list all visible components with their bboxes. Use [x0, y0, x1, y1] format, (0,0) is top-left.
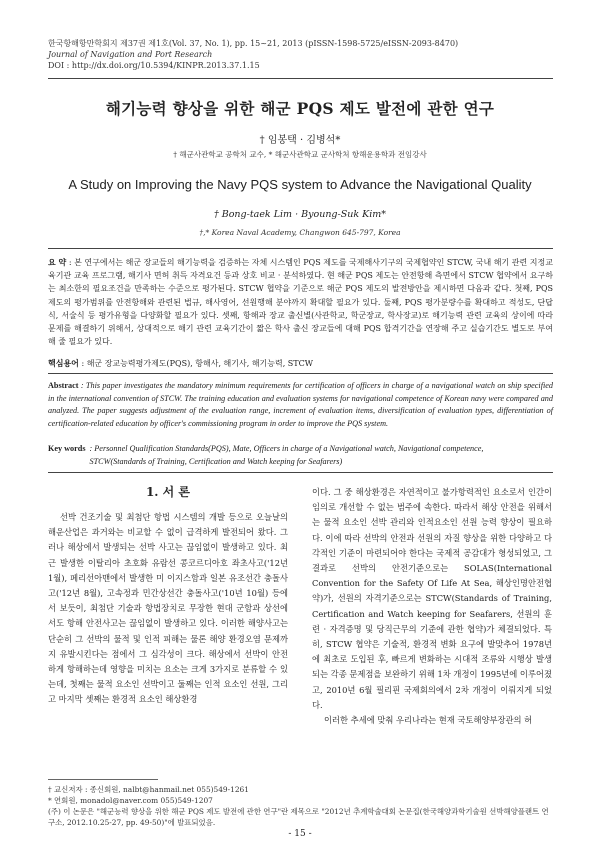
- body-right-column: [312, 485, 552, 728]
- page-number: - 15 -: [288, 829, 312, 839]
- keywords-korean-label: 핵심용어: [48, 358, 79, 368]
- body-paragraph: 이러한 추세에 맞춰 우리나라는 현재 국토해양부장관의 허: [324, 715, 533, 726]
- affiliation-english: †,* Korea Naval Academy, Changwon 645-797, Korea: [199, 228, 401, 237]
- header-rule: [48, 78, 553, 79]
- authors-korean: † 임봉택 · 김병석*: [259, 135, 341, 146]
- body-left-column: [48, 484, 288, 708]
- footnote-rule: [48, 779, 158, 780]
- body-paragraph: 선박 건조기술 및 최첨단 항법 시스템의 개발 등으로 오늘날의 해운산업은 과거와는 비교할 수 없이 급격하게 발전되어 왔다. 그러나 해상에서 발생되는 선박 사고는 끊임없이 발생하고 있다. 최근 발생한 이탈리아 초호화 유람선 콩코르디아호 좌초사고('12년 1월), 페리선아맨에서 발생한 미 이지스함과 일본 유조선간 충돌사고('12년 8월), 고속정과 민간상선간 충돌사고('10년 10월) 등에서 보듯이, 최첨단 기술과 항법장치로 무장한 현대 군함과 상선에서도 항해 안전사고는 끊임없이 발생하고 있다. 이러한 해양사고는 단순히 그 선박의 물적 및 인적 피해는 물론 해양 환경오염 문제까지 유발시킨다는 점에서 그 심각성이 크다. 해상에서 선박이 안전하게 항해하는데 영향을 미치는 요소는 크게 3가지로 분류할 수 있는데, 첫째는 물적 요소인 선박이고 둘째는 인적 요소인 선원, 그리고 마지막 셋째는 환경적 요소인 해상환경: [48, 512, 288, 705]
- keywords-english: [48, 443, 553, 468]
- abstract-mid-rule: [48, 373, 553, 374]
- abstract-english-label: Abstract: [48, 381, 79, 390]
- authors-english: † Bong-taek Lim · Byoung-Suk Kim*: [213, 209, 387, 220]
- abstract-english-text: : This paper investigates the mandatory minimum requirements for certification of officers in charge of a navigational watch on ship specified in the international convention of STCW. The training education and evaluation systems for navigational competence of Korean navy were compared and analyzed. The paper suggests adjustment of the evaluation range, increment of evaluation items, diversification of evaluation types, differentiation of certification-related education by officer's commissioning program in order to improve the PQS system.: [48, 381, 553, 428]
- keywords-korean-text: : 해군 장교능력평가제도(PQS), 항해사, 해기사, 해기능력, STCW: [78, 359, 313, 368]
- title-korean: 해기능력 향상을 위한 해군 PQS 제도 발전에 관한 연구: [105, 99, 495, 118]
- title-english: A Study on Improving the Navy PQS system to Advance the Navigational Quality: [68, 177, 532, 192]
- body-paragraph: 이다. 그 중 해상환경은 자연적이고 불가항력적인 요소로서 인간이 임의로 개선할 수 없는 범주에 속한다. 따라서 해상 안전을 위해서는 물적 요소인 선박 관리와 인적요소인 선원 능력 향상이 필요하다. 이에 따라 선박의 안전과 선원의 자질 향상을 위한 다양하고 다각적인 기준이 마련되어야 한다는 국제적 공감대가 형성되었고, 그 결과로 선박의 안전기준으로는 SOLAS(International Convention for the Safety Of Life At Sea, 해상인명안전협약)가, 선원의 자격기준으로는 STCW(Standards of Training, Certification and Watch keeping for Seafarers, 선원의 훈련 · 자격증명 및 당직근무의 기준에 관한 협약)가 체결되었다. 특히, STCW 협약은 기술적, 환경적 변화 요구에 발맞추어 1978년에 최초로 도입된 후, 빠르게 변화하는 시대적 조류와 시행상 발생되는 각종 문제점을 보완하기 위해 1차 개정이 1995년에 이루어졌고, 2010년 6월 필리핀 국제회의에서 2차 개정이 이뤄지게 되었다.: [312, 487, 552, 710]
- abstract-korean-text: : 본 연구에서는 해군 장교들의 해기능력을 검증하는 자체 시스템인 PQS 제도를 국제해사기구의 국제협약인 STCW, 국내 해기 관련 지정교육기관 교육 프로그램, 해기사 면허 취득 자격요건 등과 상호 비교 · 분석하였다. 현 해군 PQS 제도는 안전항해 측면에서 STCW 협약에서 요구하는 최소한의 필요조건을 만족하는 수준으로 평가된다. STCW 협약을 기준으로 해군 PQS 제도의 발전방안을 제시하면 다음과 같다. 첫째, PQS 제도의 평가범위를 안전항해와 관련된 법규, 해사영어, 선원행해 분야까지 확대할 필요가 있다. 둘째, PQS 평가분량수를 확대하고 적성도, 단답식, 서술식 등 평가유형을 다양화할 필요가 있다. 셋째, 항해과 장교 출신별(사관학교, 학군장교, 학사장교)로 해기능력 관련 교육의 상이에 따라 문제를 해결하기 위해서, 상대적으로 해기 관련 교육기간이 짧은 학사 출신 장교들에 대해 PQS 합격기간을 연장해 주고 실습기간도 별도로 부여해 줄 필요가 있다.: [48, 258, 553, 347]
- keywords-english-label: Key words: [48, 444, 86, 453]
- abstract-korean-label: 요 약: [48, 257, 67, 267]
- footnotes: [48, 784, 553, 828]
- abstract-bottom-rule: [48, 472, 553, 473]
- footnote-note: (주) 이 논문은 "해군능력 향상을 위한 해군 PQS 제도 발전에 관한 연구"란 제목으로 "2012년 추계학술대회 논문집(한국해양과학기술원 선박해양플랜트 연구소, 2012.10.25-27, pp. 49-50)"에 발표되었음.: [48, 807, 549, 827]
- abstract-english: [48, 380, 553, 430]
- footnote-corresponding: † 교신저자 : 종신회원, nalbt@hanmail.net 055)549-1261: [48, 785, 249, 794]
- abstract-korean: [48, 256, 553, 348]
- footnote-coauthor: * 연회원, monadol@naver.com 055)549-1207: [48, 796, 213, 805]
- abstract-top-rule: [48, 248, 553, 249]
- keywords-korean: [48, 358, 553, 369]
- section-heading: 1. 서 론: [145, 485, 191, 499]
- affiliation-korean: † 해군사관학교 공학처 교수, * 해군사관학교 군사학처 항해운용학과 전임강사: [173, 150, 427, 159]
- journal-citation: 한국항해항만학회지 제37권 제1호(Vol. 37, No. 1), pp. 15~21, 2013 (pISSN-1598-5725/eISSN-2093-8470): [48, 39, 459, 48]
- keywords-english-text: : Personnel Qualification Standards(PQS), Mate, Officers in charge of a Navigational watch, Navigational competence, STCW(Standards of Training, Certification and Watch keeping for Seafarers): [89, 444, 484, 466]
- journal-doi: DOI : http://dx.doi.org/10.5394/KINPR.2013.37.1.15: [48, 61, 260, 70]
- journal-header: [48, 38, 458, 71]
- journal-name: Journal of Navigation and Port Research: [48, 50, 213, 59]
